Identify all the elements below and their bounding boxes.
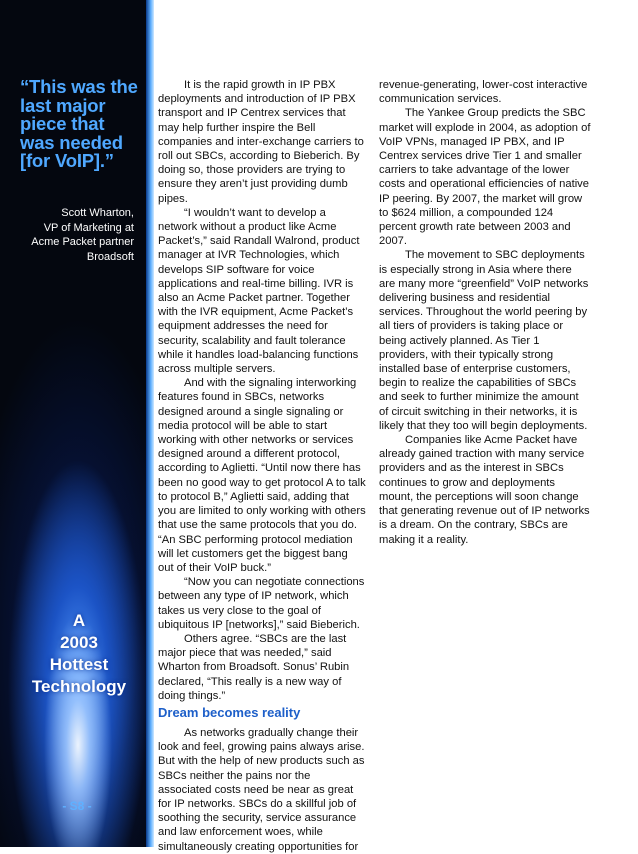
paragraph: And with the signaling interworking features found in SBCs, networks designed around a single signaling or media protocol will be able to start working with other networks or services designed around a different protocol, according to Aglietti. “Until now there has been no good way to get protocol A to talk to protocol B,” Aglietti said, adding that you are limited to only working with others that use the same protocols that you do. “An SBC performing protocol mediation will let customers get the biggest bang out of their VoIP buck.” <box>158 377 366 574</box>
paragraph: It is the rapid growth in IP PBX deployments and introduction of IP PBX transport and IP Centrex services that may help further inspire the Bell companies and inter-exchange carriers to roll out SBCs, according to Bieberich. By doing so, those providers are trying to ensure they aren’t just providing dumb pipes. <box>158 79 364 205</box>
attribution-title: VP of Marketing at <box>43 221 134 234</box>
paragraph: Others agree. “SBCs are the last major piece that was needed,” said Wharton from Broadsoft. Sonus’ Rubin declared, “This really is a new way of doing things.” <box>158 632 350 702</box>
paragraph: As networks gradually change their look and feel, growing pains always arise. But with the help of new products such as SBCs neither the pains nor the associated costs need be near as great for IP networks. SBCs do a skillful job of soothing the security, service assurance and law enforcement woes, while simultaneously creating opportunities for <box>158 726 365 853</box>
award-label <box>14 610 144 698</box>
pull-quote: “This was the last major piece that was needed [for VoIP].” <box>20 76 138 171</box>
attribution-company: Broadsoft <box>86 250 134 263</box>
paragraph: The movement to SBC deployments is especially strong in Asia where there are many more “greenfield” VoIP networks delivering business and residential services. Throughout the world peering by all tiers of providers is taking place or being actively planned. As Tier 1 providers, with their typically strong installed base of enterprise customers, begin to realize the capabilities of SBCs and seek to further minimize the amount of circuit switching in their networks, it is likely that they too will begin deployments. <box>379 249 589 432</box>
article-column-2 <box>379 78 591 547</box>
award-line-4: Technology <box>31 677 127 696</box>
award-line-3: Hottest <box>49 655 109 674</box>
award-line-1: A <box>72 611 86 630</box>
award-line-2: 2003 <box>60 633 98 652</box>
paragraph: “I wouldn’t want to develop a network without a product like Acme Packet’s,” said Randall Walrond, product manager at IVR Technologies, which develops SIP software for voice applications and real-time billing. IVR is also an Acme Packet partner. Together with the IVR equipment, Acme Packet’s equipment addresses the need for security, scalability and fault tolerance while it handles load-balancing functions across multiple servers. <box>158 206 360 376</box>
article-column-1 <box>158 78 366 854</box>
attribution-name: Scott Wharton, <box>61 207 134 219</box>
attribution-partner: Acme Packet partner <box>31 236 134 248</box>
paragraph: revenue-generating, lower-cost interactive communication services. <box>379 79 588 106</box>
paragraph: The Yankee Group predicts the SBC market will explode in 2004, as adoption of VoIP VPNs, managed IP PBX, and IP Centrex services drive Tier 1 and smaller carriers to take advantage of the lower costs and operational efficiencies of native IP peering. By 2007, the market will grow to $624 million, a compounded 124 percent growth rate between 2003 and 2007. <box>379 107 591 248</box>
section-heading: Dream becomes reality <box>158 704 301 720</box>
paragraph: Companies like Acme Packet have already gained traction with many service providers and as the interest in SBCs continues to grow and deployments mount, the perceptions will soon change that generating revenue out of IP networks is a dream. On the contrary, SBCs are making it a reality. <box>379 434 590 546</box>
sidebar <box>0 0 146 847</box>
quote-attribution <box>14 206 134 264</box>
paragraph: “Now you can negotiate connections between any type of IP network, which takes us very close to the goal of ubiquitous IP [networks],” said Bieberich. <box>158 576 365 631</box>
page-number: - S8 - <box>62 799 92 813</box>
divider-stripe <box>146 0 154 847</box>
